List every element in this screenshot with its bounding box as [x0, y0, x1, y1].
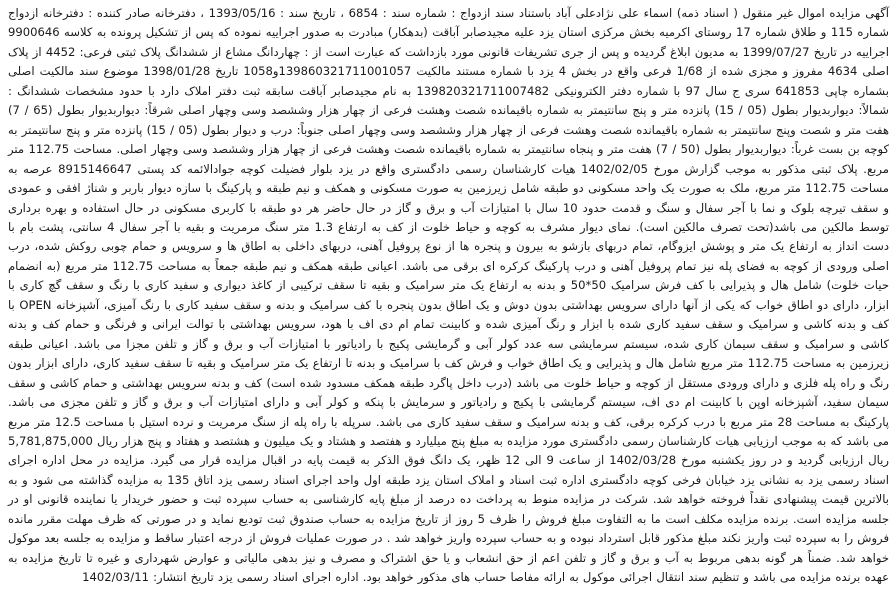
notice-body: اجراییه در تاریخ 1399/07/27 به مدیون ابلاغ گردیده و پس از جری تشریفات قانونی مورد بازداشت که عبارت است از : چهاردانگ مشاع از ششدانگ پلاک ثبتی فرعی: 4452 از پلاک اصلی 4634 مفروز و مجزی شده از 1/68 فرعی واقع در بخش 4 یزد با شماره مستند مالکیت 139860321711001057و1058 تاریخ 1398/01/28 موضوع سند مالکیت اصلی بشماره چاپی 641853 سری ج سال 97 با شماره دفتر الکترونیکی 139820321711007482 به نام مجیدصابر آباقت سابقه ثبت دفتر املاک دارد با حدود مشخصات ششدانگ : شمالاً: دیواربدیوار بطول (05 / 15) پانزده متر و پنج سانتیمتر به شماره باقیمانده شصت وهشت فرعی از چهار هزار وششصد وسی وچهار اصلی شرقاً: دیواربدیوار بطول (65 / 7) هفت متر و شصت وپنج سانتیمتر به شماره باقیمانده شصت وهشت فرعی از چهار هزار وششصد وسی وچهار اصلی جنوباً: درب و دیوار بطول (05 / 15) پانزده متر و پنج سانتیمتر به کوچه بن بست غرباً: دیواربدیوار بطول (50 / 7) هفت متر و پنجاه سانتیمتر به شماره باقیمانده شصت وهشت فرعی از چهار هزار وششصد وسی وچهار اصلی. مساحت 112.75 متر مربع. پلاک ثبتی مذکور به موجب گزارش مورخ 1402/02/05 هیات کارشناسان رسمی دادگستری واقع در یزد بلوار فضیلت کوچه جوادالائمه کد پستی 8915146647 عرصه به مساحت 112.75 متر مربع، ملک به صورت یک واحد مسکونی دو طبقه شامل زیرزمین به صورت مسکونی و همکف و نیم طبقه و پارکینگ با سازه دیوار باربر و شناژ افقی و عمودی و سقف تیرچه بلوک و نما با آجر سفال و سنگ و قدمت حدود 10 سال با امتیازات آب و برق و گاز در حال حاضر هر دو طبقه با کاربری مسکونی در حال استفاده و بهره برداری توسط مالکین می باشد(تحت تصرف مالکین است). نمای دیوار مشرف به کوچه و حیاط خلوت از کف به ارتفاع 1.3 متر سنگ مرمریت و بقیه با آجر سفال 4 سانتی، پشت بام با دست انداز به ارتفاع یک متر و پوشش ایزوگام، تمام دربهای بازشو به بیرون و پنجره ها از نوع پروفیل آهنی، دربهای داخلی به اطاق ها و سرویس و حمام چوبی روکش شده، درب اصلی ورودی از کوچه به فضای پله نیز تمام پروفیل آهنی و درب پارکینگ کرکره ای برقی می باشد. اعیانی طبقه همکف و نیم طبقه جمعاً به مساحت 112.75 متر مربع (به انضمام حیات خلوت) شامل هال و پذیرایی با کف فرش سرامیک 50*50 و بدنه به ارتفاع یک متر سرامیک و بقیه تا سقف ترکیبی از کاغذ دیواری و سفید کاری با رنگ و سقف گچ کاری با ابزار، دارای دو اطاق خواب که یکی از آنها دارای سرویس بهداشتی بدون دوش و یک اطاق بدون پنجره با کف سرامیک و بدنه و سقف سفید کاری با رنگ آمیزی، آشپزخانه OPEN با کف و بدنه کاشی و سرامیک و سقف سفید کاری شده با ابزار و رنگ آمیزی شده و کابینت تمام ام دی اف با هود، سرویس بهداشتی با توالت ایرانی و فرنگی و حمام کف و بدنه کاشی و سرامیک و سقف سیمان کاری شده، سیستم سرمایشی سه عدد کولر آبی و گرمایشی پکیج با رادیاتور با امتیازات آب و برق و گاز و تلفن مجزا می باشد. اعیانی طبقه زیرزمین به مساحت 112.75 متر مربع شامل هال و پذیرایی و یک اطاق خواب و فرش کف با سرامیک و بدنه تا ارتفاع یک متر سرامیک و بقیه تا سقف سفید کاری، دارای ابزار بدون رنگ و راه پله فلزی و دارای ورودی مستقل از کوچه و حیاط خلوت می باشد (درب داخل پاگرد طبقه همکف مسدود شده است) کف و بدنه سرویس بهداشتی و حمام کاشی و سقف سیمان سفید، آشپزخانه اوپن با کابینت ام دی اف، سیستم گرمایشی با پکیج و رادیاتور و سرمایش با پنکه و کولر آبی و دارای امتیازات آب و برق و گاز و تلفن مجزی می باشد. پارکینگ به مساحت 28 متر مربع با درب کرکره برقی، کف و بدنه سرامیک و سقف سفید کاری می باشد. سرپله با راه پله از سنگ مرمریت و نرده استیل با مساحت 12.5 متر مربع می باشد که به موجب ارزیابی هیات کارشناسان رسمی دادگستری مورد مزایده به مبلغ پنج میلیارد و هفتصد و هشتاد و یک میلیون و هشتصد و هفتاد و پنج هزار ریال 5,781,875,000 ریال ارزیابی گردید و در روز یکشنبه مورخ 1402/03/28 از ساعت 9 الی 12 ظهر، یک دانگ فوق الذکر به قیمت پایه در اقبال مزایده قرار می گیرد. مزایده در محل اداره اجرای اسناد رسمی یزد به نشانی یزد خیابان فرخی کوچه دادگستری اداره ثبت اسناد و املاک استان یزد طبقه اول واحد اجرای اسناد رسمی یزد اتاق 135 به مزایده گذاشته می شود و به بالاترین قیمت پیشنهادی نقداً فروخته خواهد شد. شرکت در مزایده منوط به پرداخت ده درصد از مبلغ پایه کارشناسی به حساب سپرده ثبت و حضور خریدار یا نماینده قانونی او در جلسه مزایده است. برنده مزایده مکلف است ما به التفاوت مبلغ فروش را ظرف 5 روز از تاریخ مزایده به حساب صندوق ثبت تودیع نماید و در صورتی که ظرف مهلت مقرر مانده فروش را به سپرده ثبت واریز نکند مبلغ مذکور قابل استرداد نبوده و به حساب سپرده واریز خواهد شد . در صورت عملیات فروش از درجه اعتبار ساقط و مزایده به جلسه بعد موکول خواهد شد. ضمناً هر گونه بدهی مربوط به آب و برق و گاز و تلفن اعم از حق انشعاب و یا حق اشتراک و مصرف و نیز بدهی مالیاتی و عوارض شهرداری و غیره تا تاریخ مزایده به عهده برنده مزایده می باشد و تنظیم سند انتقال اجرائی موکول به ارائه مفاصا حساب های مذکور خواهد بود. اداره اجرای اسناد رسمی یزد تاریخ انتشار: 1402/03/11: [8, 44, 890, 585]
notice-heading: آگهی مزایده اموال غیر منقول ( اسناد ذمه) اسماء علی نژادعلی آباد باستناد سند ازدواج : شماره سند : 6854 ، تاریخ سند : 1393/05/16 ، دفترخانه صادر کننده : دفترخانه ازدواج شماره 115 و طلاق شماره 17 روستای اکرمیه بخش مرکزی استان یزد علیه مجیدصابر آباقت (بدهکار) مبادرت به صدور اجراییه نموده که پس از تشکیل پرونده به کلاسه 9900646: [8, 6, 890, 40]
auction-notice-text: [8, 4, 889, 588]
